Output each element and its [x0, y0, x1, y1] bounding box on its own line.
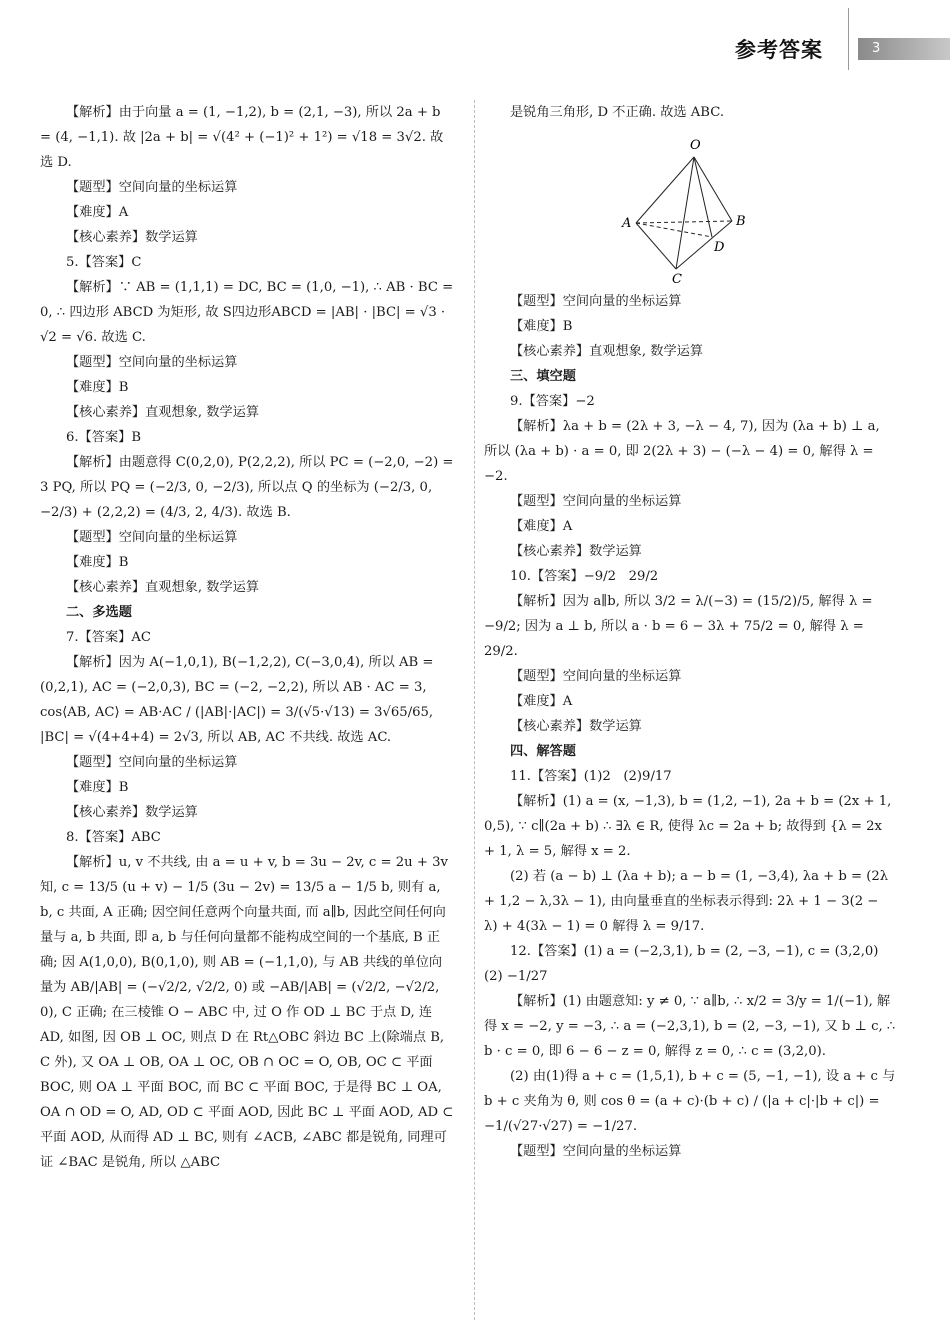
text-paragraph: 8.【答案】ABC	[66, 830, 161, 845]
section-heading: 四、解答题	[510, 744, 576, 759]
text-paragraph: 9.【答案】−2	[510, 394, 595, 409]
vertex-label-B: B	[736, 214, 746, 229]
text-paragraph: 【核心素养】直观想象, 数学运算	[66, 405, 260, 420]
text-paragraph: 【难度】A	[66, 205, 129, 220]
text-paragraph: 5.【答案】C	[66, 255, 142, 270]
text-paragraph: 【难度】B	[510, 319, 573, 334]
text-paragraph: 【题型】空间向量的坐标运算	[66, 355, 238, 370]
text-paragraph: 【核心素养】直观想象, 数学运算	[510, 344, 704, 359]
edge-AC	[636, 223, 676, 269]
text-paragraph: 【难度】A	[510, 694, 573, 709]
text-paragraph: 7.【答案】AC	[66, 630, 151, 645]
vertex-label-D: D	[714, 240, 725, 255]
text-paragraph: 【核心素养】直观想象, 数学运算	[66, 580, 260, 595]
text-paragraph: 11.【答案】(1)2 (2)9/17	[510, 769, 672, 784]
text-paragraph: 【核心素养】数学运算	[66, 805, 198, 820]
right-column	[484, 100, 900, 1164]
text-paragraph: 10.【答案】−9/2 29/2	[510, 569, 659, 584]
text-paragraph: 【解析】因为 A(−1,0,1), B(−1,2,2), C(−3,0,4), 所以 AB = (0,2,1), AC = (−2,0,3), BC = (−2, −2,2), 所以 AB · AC = 3, cos⟨AB, AC⟩ = AB·AC / (|AB|·|AC|) = 3/(√5·√13) = 3√65/65, |BC| = √(4+4+4) = 2√3, 所以 AB, AC 不共线. 故选 AC.	[40, 655, 438, 745]
pyramid-figure	[484, 129, 896, 289]
text-paragraph: (2) 若 (a − b) ⊥ (λa + b); a − b = (1, −3,4), λa + b = (2λ + 1,2 − λ,3λ − 1), 由向量垂直的坐标表示得到: 2λ + 1 − 3(2 − λ) + 4(3λ − 1) = 0 解得 λ = 9/17.	[484, 869, 893, 934]
text-paragraph: 【核心素养】数学运算	[510, 544, 642, 559]
edge-OD	[694, 157, 712, 237]
text-paragraph: 【解析】u, v 不共线, 由 a = u + v, b = 3u − 2v, c = 2u + 3v 知, c = 13/5 (u + v) − 1/5 (3u − 2v) = 13/5 a − 1/5 b, 则有 a, b, c 共面, A 正确; 因空间任意两个向量共面, 而 a∥b, 因此空间任何向量与 a, b 共面, 即 a, b 与任何向量都不能构成空间的一个基底, B 正确; 因 A(1,0,0), B(0,1,0), 则 AB = (−1,1,0), 与 AB 共线的单位向量为 AB/|AB| = (−√2/2, √2/2, 0) 或 −AB/|AB| = (√2/2, −√2/2, 0), C 正确; 在三棱锥 O − ABC 中, 过 O 作 OD ⊥ BC 于点 D, 连 AD, 如图, 因 OB ⊥ OC, 则点 D 在 Rt△OBC 斜边 BC 上(除端点 B, C 外), 又 OA ⊥ OB, OA ⊥ OC, OB ∩ OC = O, OB, OC ⊂ 平面 BOC, 则 OA ⊥ 平面 BOC, 而 BC ⊂ 平面 BOC, 于是得 BC ⊥ OA, OA ∩ OD = O, AD, OD ⊂ 平面 AOD, 因此 BC ⊥ 平面 AOD, AD ⊂ 平面 AOD, 从而得 AD ⊥ BC, 则有 ∠ACB, ∠ABC 都是锐角, 同理可证 ∠BAC 是锐角, 所以 △ABC	[40, 855, 458, 1170]
text-paragraph: 【核心素养】数学运算	[510, 719, 642, 734]
edge-OB	[694, 157, 732, 221]
text-paragraph: 【难度】A	[510, 519, 573, 534]
text-paragraph: 【解析】∵ AB = (1,1,1) = DC, BC = (1,0, −1), ∴ AB · BC = 0, ∴ 四边形 ABCD 为矩形, 故 S四边形ABCD = |AB| · |BC| = √3 · √2 = √6. 故选 C.	[40, 280, 458, 345]
text-paragraph: 【解析】由于向量 a = (1, −1,2), b = (2,1, −3), 所以 2a + b = (4, −1,1). 故 |2a + b| = √(4² + (−1)² + 1²) = √18 = 3√2. 故选 D.	[40, 105, 445, 170]
text-paragraph: 【题型】空间向量的坐标运算	[510, 1144, 682, 1159]
vertex-label-A: A	[622, 216, 632, 231]
text-paragraph: 【题型】空间向量的坐标运算	[510, 669, 682, 684]
text-paragraph: 【解析】因为 a∥b, 所以 3/2 = λ/(−3) = (15/2)/5, 解得 λ = −9/2; 因为 a ⊥ b, 所以 a · b = 6 − 3λ + 75/2 = 0, 解得 λ = 29/2.	[484, 594, 877, 659]
text-paragraph: 【题型】空间向量的坐标运算	[510, 494, 682, 509]
text-paragraph: 是锐角三角形, D 不正确. 故选 ABC.	[510, 105, 725, 120]
vertex-label-C: C	[672, 272, 682, 287]
text-paragraph: (2) 由(1)得 a + c = (1,5,1), b + c = (5, −1, −1), 设 a + c 与 b + c 夹角为 θ, 则 cos θ = (a + c)·(b + c) / (|a + c|·|b + c|) = −1/(√27·√27) = −1/27.	[484, 1069, 900, 1134]
text-paragraph: 【难度】B	[66, 555, 129, 570]
text-paragraph: 【题型】空间向量的坐标运算	[66, 530, 238, 545]
text-paragraph: 6.【答案】B	[66, 430, 142, 445]
pyramid-diagram	[614, 129, 754, 289]
text-paragraph: 【解析】(1) 由题意知: y ≠ 0, ∵ a∥b, ∴ x/2 = 3/y = 1/(−1), 解得 x = −2, y = −3, ∴ a = (−2,3,1), b = (2, −3, −1), 又 b ⊥ c, ∴ b · c = 0, 即 6 − 6 − z = 0, 解得 z = 0, ∴ c = (3,2,0).	[484, 994, 900, 1059]
text-paragraph: 12.【答案】(1) a = (−2,3,1), b = (2, −3, −1), c = (3,2,0) (2) −1/27	[484, 944, 891, 984]
section-heading: 三、填空题	[510, 369, 576, 384]
vertex-label-O: O	[690, 138, 701, 153]
column-divider	[474, 100, 476, 1320]
left-column	[40, 100, 458, 1175]
text-paragraph: 【题型】空间向量的坐标运算	[510, 294, 682, 309]
text-paragraph: 【题型】空间向量的坐标运算	[66, 755, 238, 770]
text-paragraph: 【解析】λa + b = (2λ + 3, −λ − 4, 7), 因为 (λa + b) ⊥ a, 所以 (λa + b) · a = 0, 即 2(2λ + 3) − (−λ − 4) = 0, 解得 λ = −2.	[484, 419, 884, 484]
text-paragraph: 【题型】空间向量的坐标运算	[66, 180, 238, 195]
text-paragraph: 【核心素养】数学运算	[66, 230, 198, 245]
text-paragraph: 【难度】B	[66, 780, 129, 795]
section-heading: 二、多选题	[66, 605, 132, 620]
edge-AD	[636, 223, 712, 237]
header-divider	[848, 8, 849, 70]
page-header-title: 参考答案	[735, 38, 823, 62]
text-paragraph: 【难度】B	[66, 380, 129, 395]
page-number-badge: 3	[858, 38, 950, 60]
text-paragraph: 【解析】(1) a = (x, −1,3), b = (1,2, −1), 2a + b = (2x + 1, 0,5), ∵ c∥(2a + b) ∴ ∃λ ∈ R, 使得 λc = 2a + b; 故得到 {λ = 2x + 1, λ = 5, 解得 x = 2.	[484, 794, 896, 859]
text-paragraph: 【解析】由题意得 C(0,2,0), P(2,2,2), 所以 PC = (−2,0, −2) = 3 PQ, 所以 PQ = (−2/3, 0, −2/3), 所以点 Q 的坐标为 (−2/3, 0, −2/3) + (2,2,2) = (4/3, 2, 4/3). 故选 B.	[40, 455, 458, 520]
